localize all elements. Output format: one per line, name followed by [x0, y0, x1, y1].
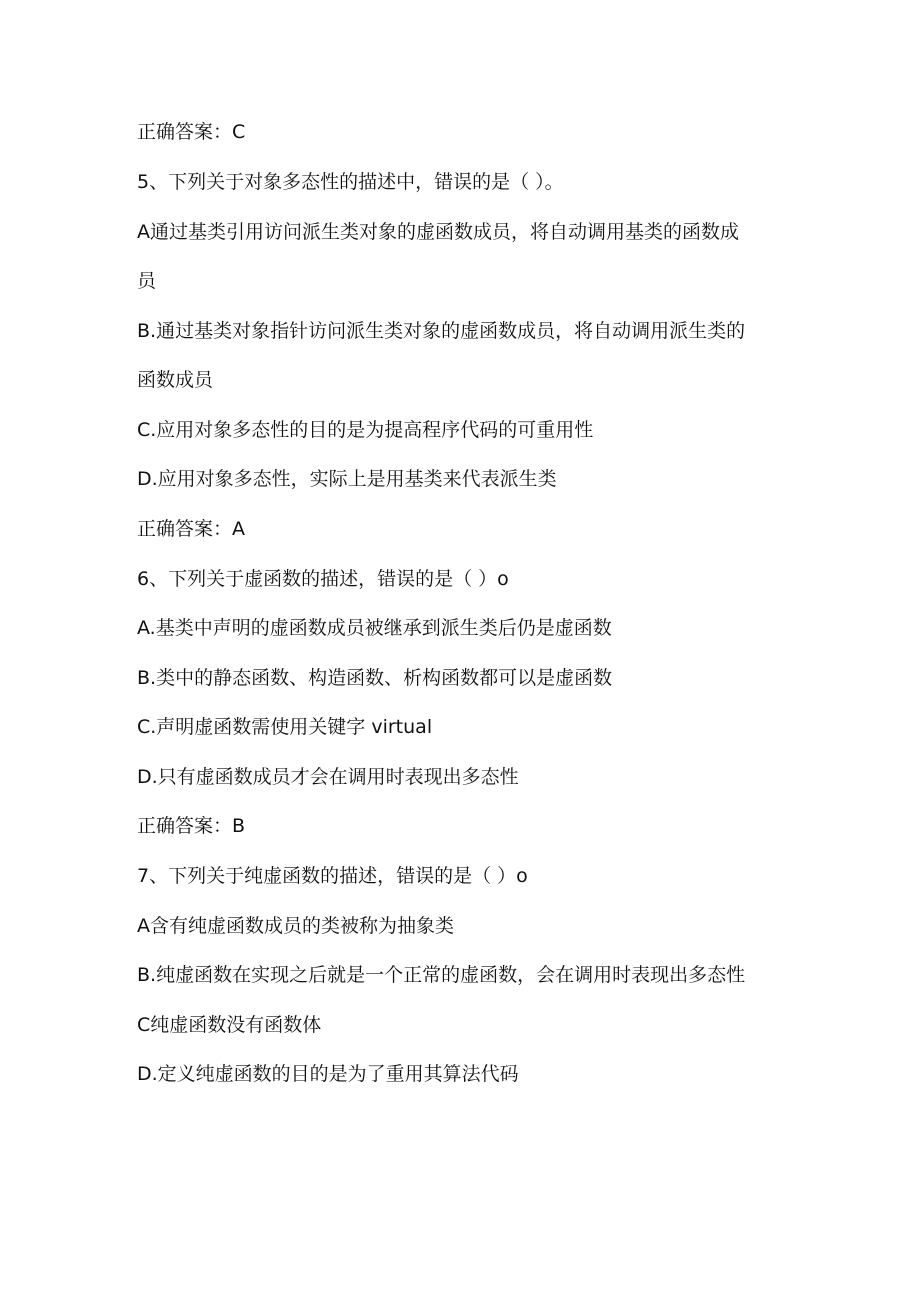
q5-option-b: B.通过基类对象指针访问派生类对象的虚函数成员，将自动调用派生类的 — [137, 320, 746, 342]
answer-line-q6: 正确答案：B — [137, 815, 246, 837]
q6-option-b: B.类中的静态函数、构造函数、析构函数都可以是虚函数 — [137, 667, 613, 689]
answer-line-q5: 正确答案：A — [137, 518, 245, 540]
answer-line-q4: 正确答案：C — [137, 121, 246, 143]
question-6: 6、下列关于虚函数的描述，错误的是（ ）o — [137, 568, 509, 590]
question-5: 5、下列关于对象多态性的描述中，错误的是（ ）。 — [137, 171, 564, 193]
q6-option-d: D.只有虚函数成员才会在调用时表现出多态性 — [137, 766, 519, 788]
q6-option-a: A.基类中声明的虚函数成员被继承到派生类后仍是虚函数 — [137, 617, 612, 639]
q5-option-d: D.应用对象多态性，实际上是用基类来代表派生类 — [137, 468, 557, 490]
q6-option-c: C.声明虚函数需使用关键字 virtual — [137, 716, 433, 738]
q7-option-d: D.定义纯虚函数的目的是为了重用其算法代码 — [137, 1063, 519, 1085]
q7-option-a: A含有纯虚函数成员的类被称为抽象类 — [137, 915, 454, 937]
q7-option-b: B.纯虚函数在实现之后就是一个正常的虚函数，会在调用时表现出多态性 — [137, 964, 746, 986]
q5-option-a-continued: 员 — [137, 270, 157, 292]
q5-option-a: A通过基类引用访问派生类对象的虚函数成员，将自动调用基类的函数成 — [137, 221, 739, 243]
q5-option-b-continued: 函数成员 — [137, 369, 214, 391]
q7-option-c: C纯虚函数没有函数体 — [137, 1014, 322, 1036]
q5-option-c: C.应用对象多态性的目的是为提高程序代码的可重用性 — [137, 419, 594, 441]
question-7: 7、下列关于纯虚函数的描述，错误的是（ ）o — [137, 865, 528, 887]
